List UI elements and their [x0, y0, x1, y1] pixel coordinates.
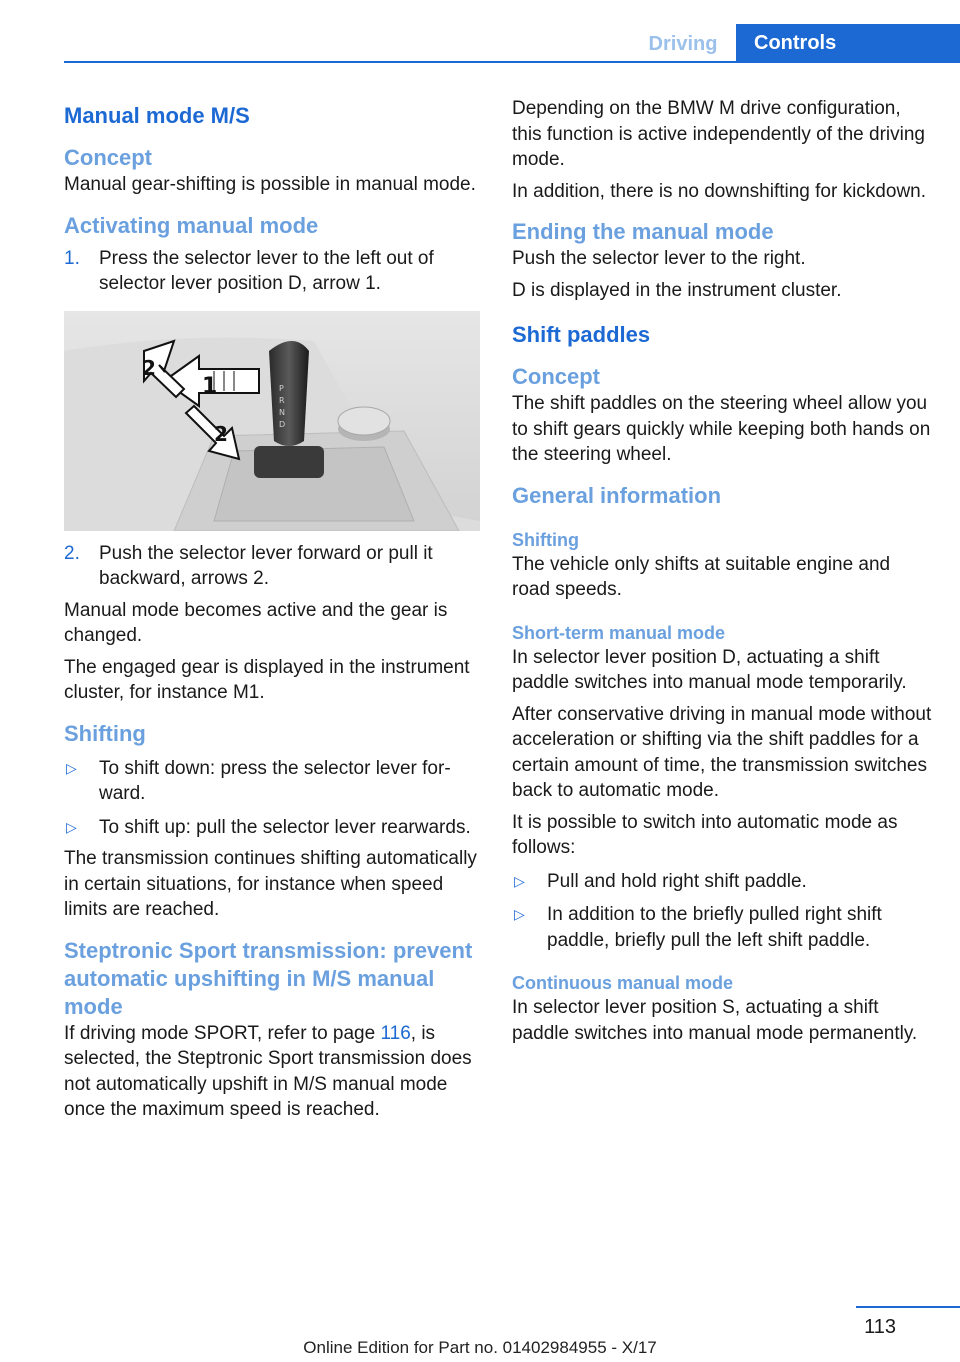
paragraph-steptronic: If driving mode SPORT, refer to page 116, is selected, the Steptronic Sport transmission does not automatically upshift in M/S manual mode once the maximum speed is reached. — [64, 1022, 472, 1120]
svg-text:N: N — [279, 407, 285, 417]
heading-general-information: General information — [512, 482, 722, 508]
paragraph-vehicle-shifts: The vehicle only shifts at suitable engine and road speeds. — [512, 553, 891, 600]
header-chapter-tab: Controls — [736, 24, 960, 62]
svg-text:P: P — [279, 383, 284, 393]
paragraph-push-right: Push the selector lever to the right. — [512, 248, 806, 269]
step-text: Push the selector lever forward or pull it backward, arrows 2. — [99, 542, 433, 589]
paragraph-kickdown: In addition, there is no downshifting for kickdown. — [512, 180, 927, 202]
subheading-continuous: Continuous manual mode — [512, 973, 734, 993]
paragraph-active: Manual mode becomes active and the gear is changed. — [64, 599, 448, 646]
edition-footer: Online Edition for Part no. 01402984955 - X/17 — [303, 1338, 657, 1357]
step-number: 2. — [64, 542, 80, 564]
paragraph-continues: The transmission continues shifting automatically in certain situations, for instance when speed limits are reached. — [64, 848, 477, 920]
heading-shifting: Shifting — [64, 720, 146, 746]
bullet-triangle-icon: ▷ — [66, 759, 77, 776]
step-2 — [64, 541, 482, 592]
heading-steptronic: Steptronic Sport transmission: prevent automatic upshifting in M/S manual mode — [64, 937, 473, 1019]
heading-concept-paddles: Concept — [512, 364, 600, 389]
step-text: Press the selector lever to the left out of selector lever position D, arrow 1. — [99, 247, 434, 294]
paragraph-continuous: In selector lever position S, actuating a shift paddle switches into manual mode permanently. — [512, 997, 918, 1044]
arrow-1-label: 1 — [202, 373, 218, 399]
left-column — [64, 96, 482, 1123]
section-title-shift-paddles: Shift paddles — [512, 322, 651, 347]
heading-activating: Activating manual mode — [64, 212, 319, 238]
list-item-shift-up: ▷ To shift up: pull the selector lever rearwards. — [64, 815, 482, 841]
heading-concept: Concept — [64, 145, 152, 170]
bullet-triangle-icon: ▷ — [514, 872, 525, 889]
page-number-rule — [856, 1306, 960, 1308]
paragraph-engaged-gear: The engaged gear is displayed in the instrument cluster, for instance M1. — [64, 656, 470, 703]
paragraph-d-displayed: D is displayed in the instrument cluster. — [512, 279, 842, 301]
arrow-2-top-label: 2 — [142, 355, 156, 380]
paragraph-after: After conservative driving in manual mode without acceleration or shifting via the shift paddles for a certain amount of time, the transmission switches back to automatic mode. — [512, 703, 932, 801]
right-column — [512, 96, 932, 1046]
heading-ending: Ending the manual mode — [512, 219, 774, 244]
header-rule — [64, 61, 960, 63]
concept-text: Manual gear-shifting is possible in manual mode. — [64, 174, 476, 195]
paragraph-short-term: In selector lever position D, actuating a shift paddle switches into manual mode temporarily. — [512, 646, 907, 693]
svg-text:D: D — [279, 419, 286, 429]
list-item-brief-pull: ▷ In addition to the briefly pulled right shift paddle, briefly pull the left shift paddle. — [514, 904, 882, 951]
page-reference-link[interactable]: 116 — [380, 1022, 411, 1044]
bullet-triangle-icon: ▷ — [66, 818, 77, 835]
header-section-label: Driving — [648, 33, 718, 55]
section-title-manual-mode: Manual mode M/S — [64, 103, 250, 128]
arrow-2-bottom-label: 2 — [214, 421, 228, 446]
selector-lever-illustration — [64, 311, 480, 531]
step-1 — [64, 246, 482, 297]
step-number: 1. — [64, 247, 80, 269]
svg-text:R: R — [279, 395, 285, 405]
paragraph-possible: It is possible to switch into automatic mode as follows: — [512, 811, 898, 858]
paragraph-paddles-concept: The shift paddles on the steering wheel allow you to shift gears quickly while keeping both hands on the steering wheel. — [512, 393, 931, 465]
subheading-shifting: Shifting — [512, 529, 579, 550]
paragraph-depending: Depending on the BMW M drive configuration, this function is active independently of the driving mode. — [512, 98, 925, 170]
page-number: 113 — [864, 1316, 896, 1338]
bullet-triangle-icon: ▷ — [514, 906, 525, 922]
list-item-hold-right: ▷ Pull and hold right shift paddle. — [512, 869, 932, 895]
subheading-short-term: Short-term manual mode — [512, 622, 726, 643]
list-item-shift-down: ▷ To shift down: press the selector lever forward. — [66, 757, 451, 804]
